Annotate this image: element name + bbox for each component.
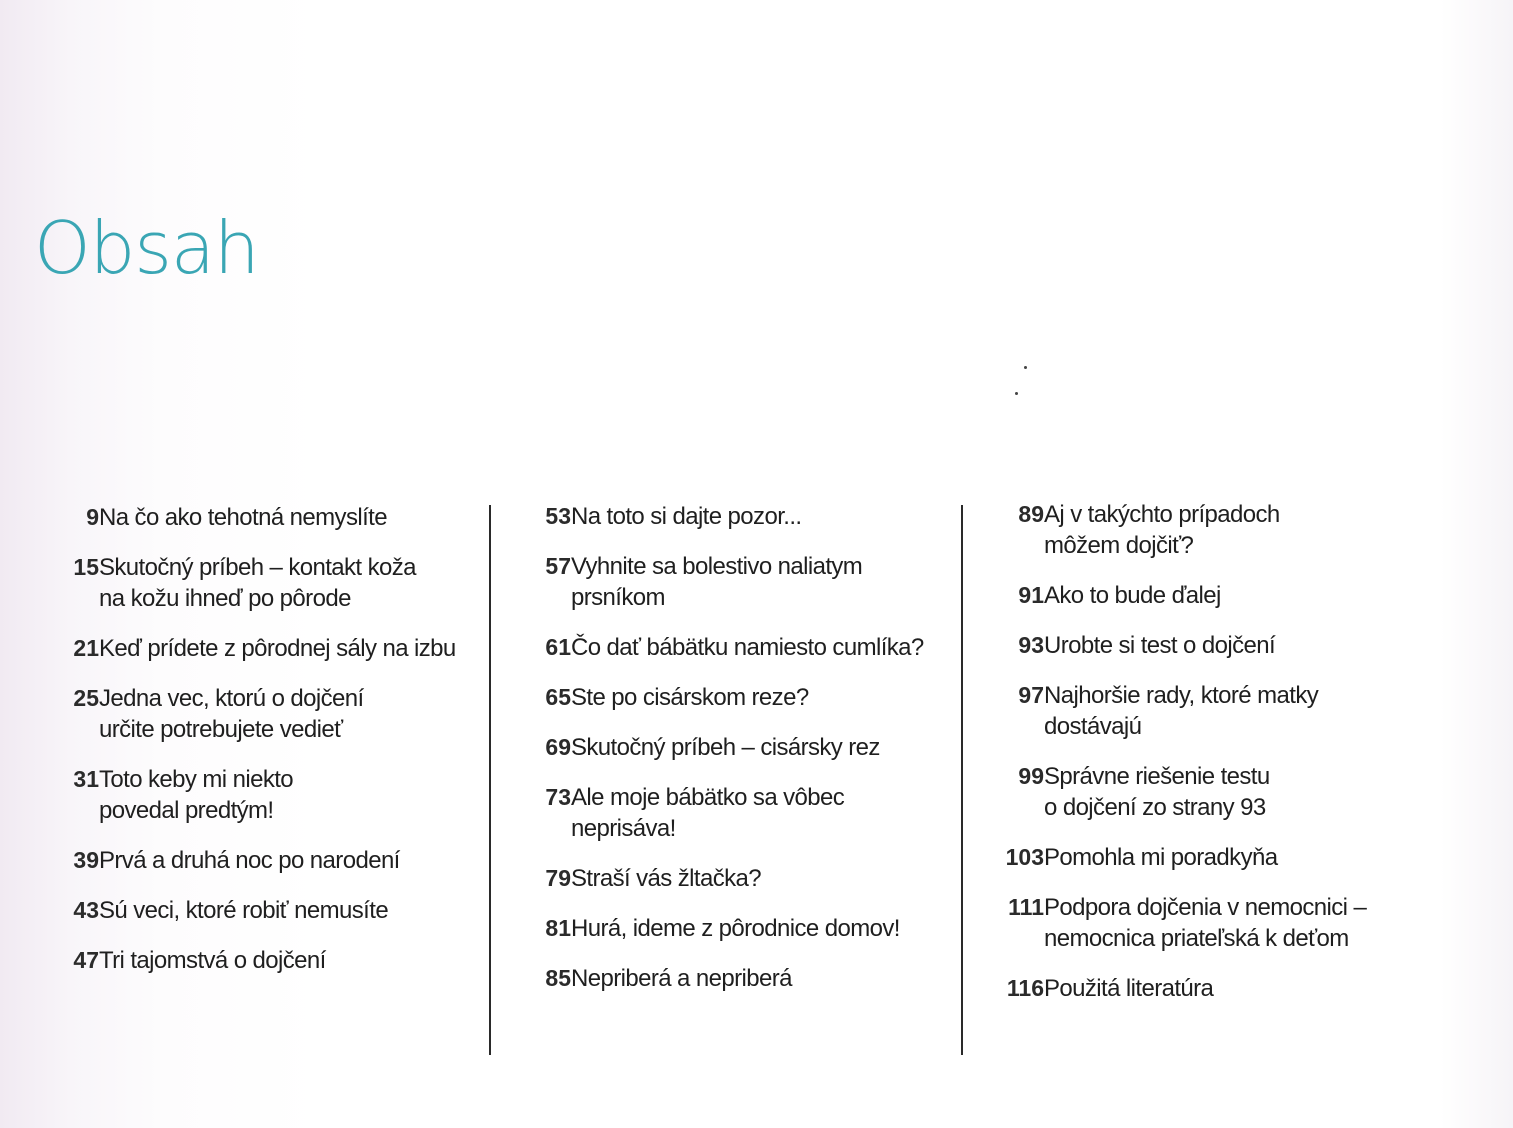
toc-entry-title-line: nemocnica priateľská k deťom [1044,925,1349,952]
toc-entry-title [99,552,416,614]
toc-page-number: 57 [545,553,571,579]
toc-entry-title-line: Toto keby mi niekto [99,766,294,793]
toc-entry-title [99,945,326,976]
toc-entry-title-line: Aj v takýchto prípadoch [1044,501,1280,528]
toc-entry-title-line: Hurá, ideme z pôrodnice domov! [571,915,900,942]
toc-page-number: 47 [73,947,99,973]
toc-entry-title-line: Prvá a druhá noc po narodení [99,847,400,874]
toc-entry-title [571,632,924,663]
toc-entry-title-line: Ale moje bábätko sa vôbec [571,784,845,811]
toc-entry-title-line: môžem dojčiť? [1044,532,1194,559]
toc-entry-title [1044,630,1275,661]
toc-page-number: 103 [1005,844,1044,870]
toc-page-number: 53 [545,503,571,529]
toc-entry-title-line: Pomohla mi poradkyňa [1044,844,1278,871]
toc-page-number: 97 [1018,682,1044,708]
toc-entry-title [571,863,761,894]
toc-entry-title [99,683,364,745]
toc-entry-title-line: na kožu ihneď po pôrode [99,585,351,612]
toc-entry-title-line: Sú veci, ktoré robiť nemusíte [99,897,389,924]
toc-entry-title [1044,892,1366,954]
toc-entry-title-line: Skutočný príbeh – cisársky rez [571,734,880,761]
toc-page-number: 65 [545,684,571,710]
toc-page-number: 91 [1018,582,1044,608]
toc-entry-title-line: dostávajú [1044,713,1142,740]
toc-entry-title-line: určite potrebujete vedieť [99,716,343,743]
toc-page-number: 39 [73,847,99,873]
toc-entry-title-line: Správne riešenie testu [1044,763,1270,790]
toc-entry-title-line: Jedna vec, ktorú o dojčení [99,685,364,712]
toc-page-number: 111 [1008,894,1044,920]
toc-entry-title-line: povedal predtým! [99,797,274,824]
print-speck [1015,392,1018,395]
toc-entry-title [571,682,809,713]
toc-entry-title-line: Na čo ako tehotná nemyslíte [99,504,387,531]
toc-entry-title [99,502,387,533]
toc-entry-title [1044,580,1221,611]
toc-page-number: 116 [1006,975,1044,1001]
toc-entry-title-line: prsníkom [571,584,665,611]
toc-page-number: 93 [1018,632,1044,658]
toc-entry-title [571,782,844,844]
toc-entry-title [571,551,862,613]
toc-page-number: 9 [86,504,99,530]
toc-entry-title-line: Ste po cisárskom reze? [571,684,809,711]
toc-entry-title-line: Podpora dojčenia v nemocnici – [1044,894,1367,921]
toc-entry-title-line: Urobte si test o dojčení [1044,632,1276,659]
column-divider [489,505,491,1055]
toc-entry-title [1044,761,1270,823]
toc-page-number: 21 [73,635,99,661]
toc-entry-title [1044,973,1213,1004]
toc-entry-title [571,913,900,944]
toc-entry-title-line: o dojčení zo strany 93 [1044,794,1266,821]
column-divider [961,505,963,1055]
toc-entry-title [99,845,400,876]
toc-entry-title [99,764,293,826]
toc-entry-title-line: Ako to bude ďalej [1044,582,1221,609]
toc-entry-title-line: Čo dať bábätku namiesto cumlíka? [571,634,924,661]
toc-entry-title [1044,842,1277,873]
toc-page-number: 43 [73,897,99,923]
toc-entry-title [99,895,388,926]
toc-page-number: 81 [545,915,571,941]
toc-entry-title-line: Najhoršie rady, ktoré matky [1044,682,1319,709]
toc-entry-title [571,963,792,994]
toc-page-number: 25 [73,685,99,711]
toc-page-number: 61 [545,634,571,660]
toc-entry-title [1044,499,1280,561]
toc-entry-title-line: Keď prídete z pôrodnej sály na izbu [99,635,456,662]
toc-page-number: 31 [73,766,99,792]
toc-page-number: 69 [545,734,571,760]
toc-page-number: 85 [545,965,571,991]
toc-entry-title-line: Nepriberá a nepriberá [571,965,792,992]
page-title: Obsah [34,206,259,290]
toc-page-number: 79 [545,865,571,891]
toc-entry-title-line: Straší vás žltačka? [571,865,762,892]
toc-page-number: 73 [545,784,571,810]
toc-entry-title-line: Vyhnite sa bolestivo naliatym [571,553,863,580]
toc-entry-title-line: Na toto si dajte pozor... [571,503,802,530]
toc-entry-title [571,732,880,763]
toc-entry-title-line: neprisáva! [571,815,676,842]
toc-entry-title [1044,680,1318,742]
toc-page-number: 99 [1018,763,1044,789]
toc-entry-title-line: Použitá literatúra [1044,975,1214,1002]
toc-entry-title [571,501,801,532]
toc-page-number: 15 [73,554,99,580]
toc-entry-title-line: Tri tajomstvá o dojčení [99,947,326,974]
print-speck [1024,366,1027,369]
toc-page-number: 89 [1018,501,1044,527]
toc-entry-title [99,633,456,664]
toc-entry-title-line: Skutočný príbeh – kontakt koža [99,554,416,581]
